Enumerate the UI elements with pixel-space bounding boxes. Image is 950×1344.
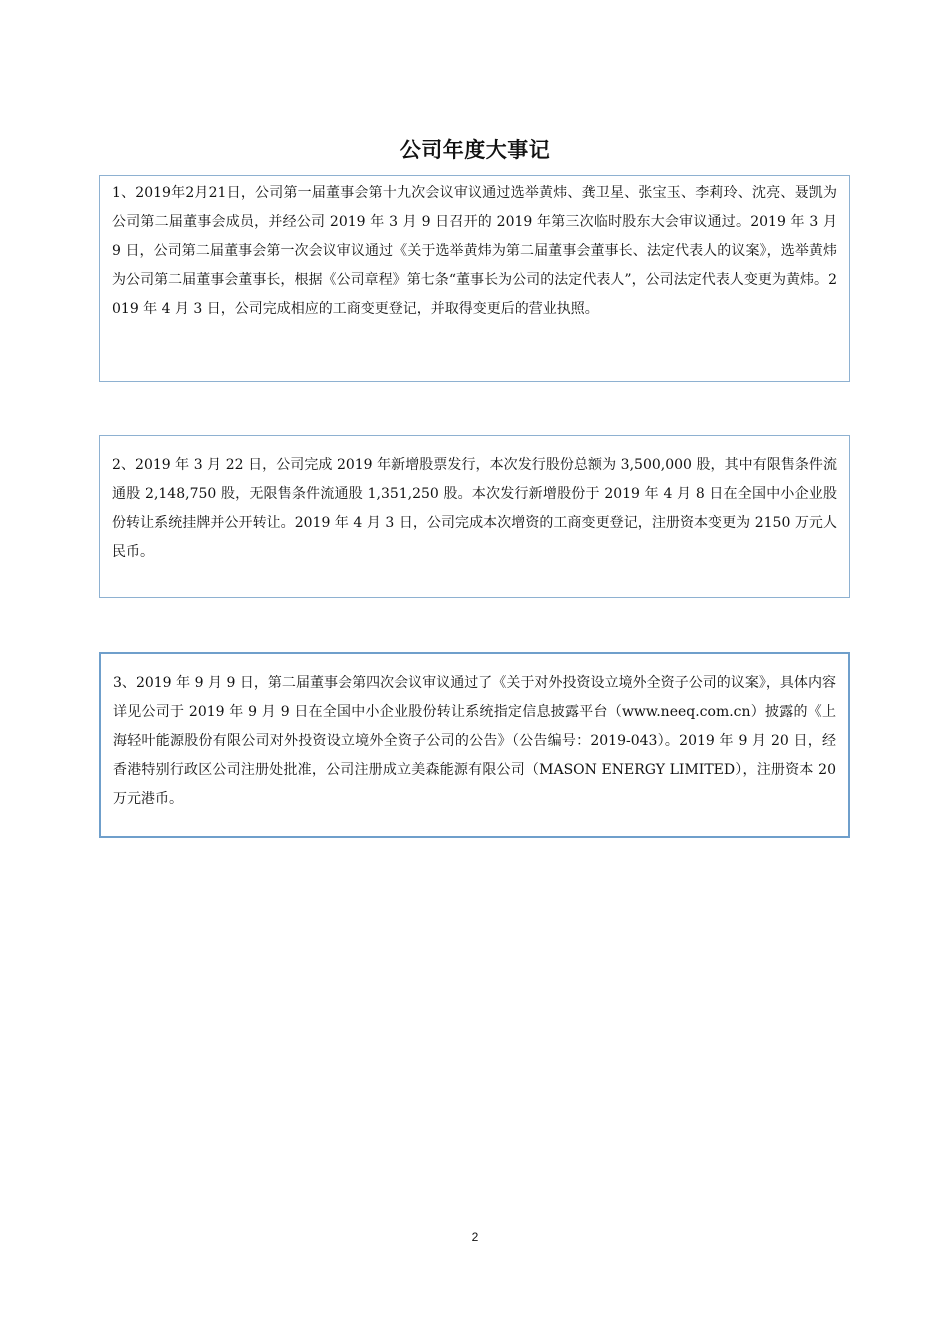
page-number: 2 xyxy=(471,1230,479,1244)
event-box-3 xyxy=(99,652,850,838)
page-title: 公司年度大事记 xyxy=(399,138,551,162)
event-box-2 xyxy=(99,435,850,598)
event-text-3: 3、2019 年 9 月 9 日，第二届董事会第四次会议审议通过了《关于对外投资设立境外全资子公司的议案》，具体内容详见公司于 2019 年 9 月 9 日在全国中小企业股份转让系统指定信息披露平台（www.neeq.com.cn）披露的《上海轻叶能源股份有限公司对外投资设立境外全资子公司的公告》（公告编号：2019-043）。2019 年 9 月 20 日，经香港特别行政区公司注册处批准，公司注册成立美森能源有限公司（MASON ENERGY LIMITED），注册资本 20 万元港币。 xyxy=(113,675,836,807)
event-text-2: 2、2019 年 3 月 22 日，公司完成 2019 年新增股票发行，本次发行股份总额为 3,500,000 股，其中有限售条件流通股 2,148,750 股，无限售条件流通股 1,351,250 股。本次发行新增股份于 2019 年 4 月 8 日在全国中小企业股份转让系统挂牌并公开转让。2019 年 4 月 3 日，公司完成本次增资的工商变更登记，注册资本变更为 2150 万元人民币。 xyxy=(112,457,837,560)
event-text-1: 1、2019年2月21日，公司第一届董事会第十九次会议审议通过选举黄炜、龚卫星、张宝玉、李莉玲、沈亮、聂凯为公司第二届董事会成员，并经公司 2019 年 3 月 9 日召开的 2019 年第三次临时股东大会审议通过。2019 年 3 月 9 日，公司第二届董事会第一次会议审议通过《关于选举黄炜为第二届董事会董事长、法定代表人的议案》，选举黄炜为公司第二届董事会董事长，根据《公司章程》第七条“董事长为公司的法定代表人”，公司法定代表人变更为黄炜。2019 年 4 月 3 日，公司完成相应的工商变更登记，并取得变更后的营业执照。 xyxy=(112,185,837,317)
event-box-1 xyxy=(99,175,850,382)
